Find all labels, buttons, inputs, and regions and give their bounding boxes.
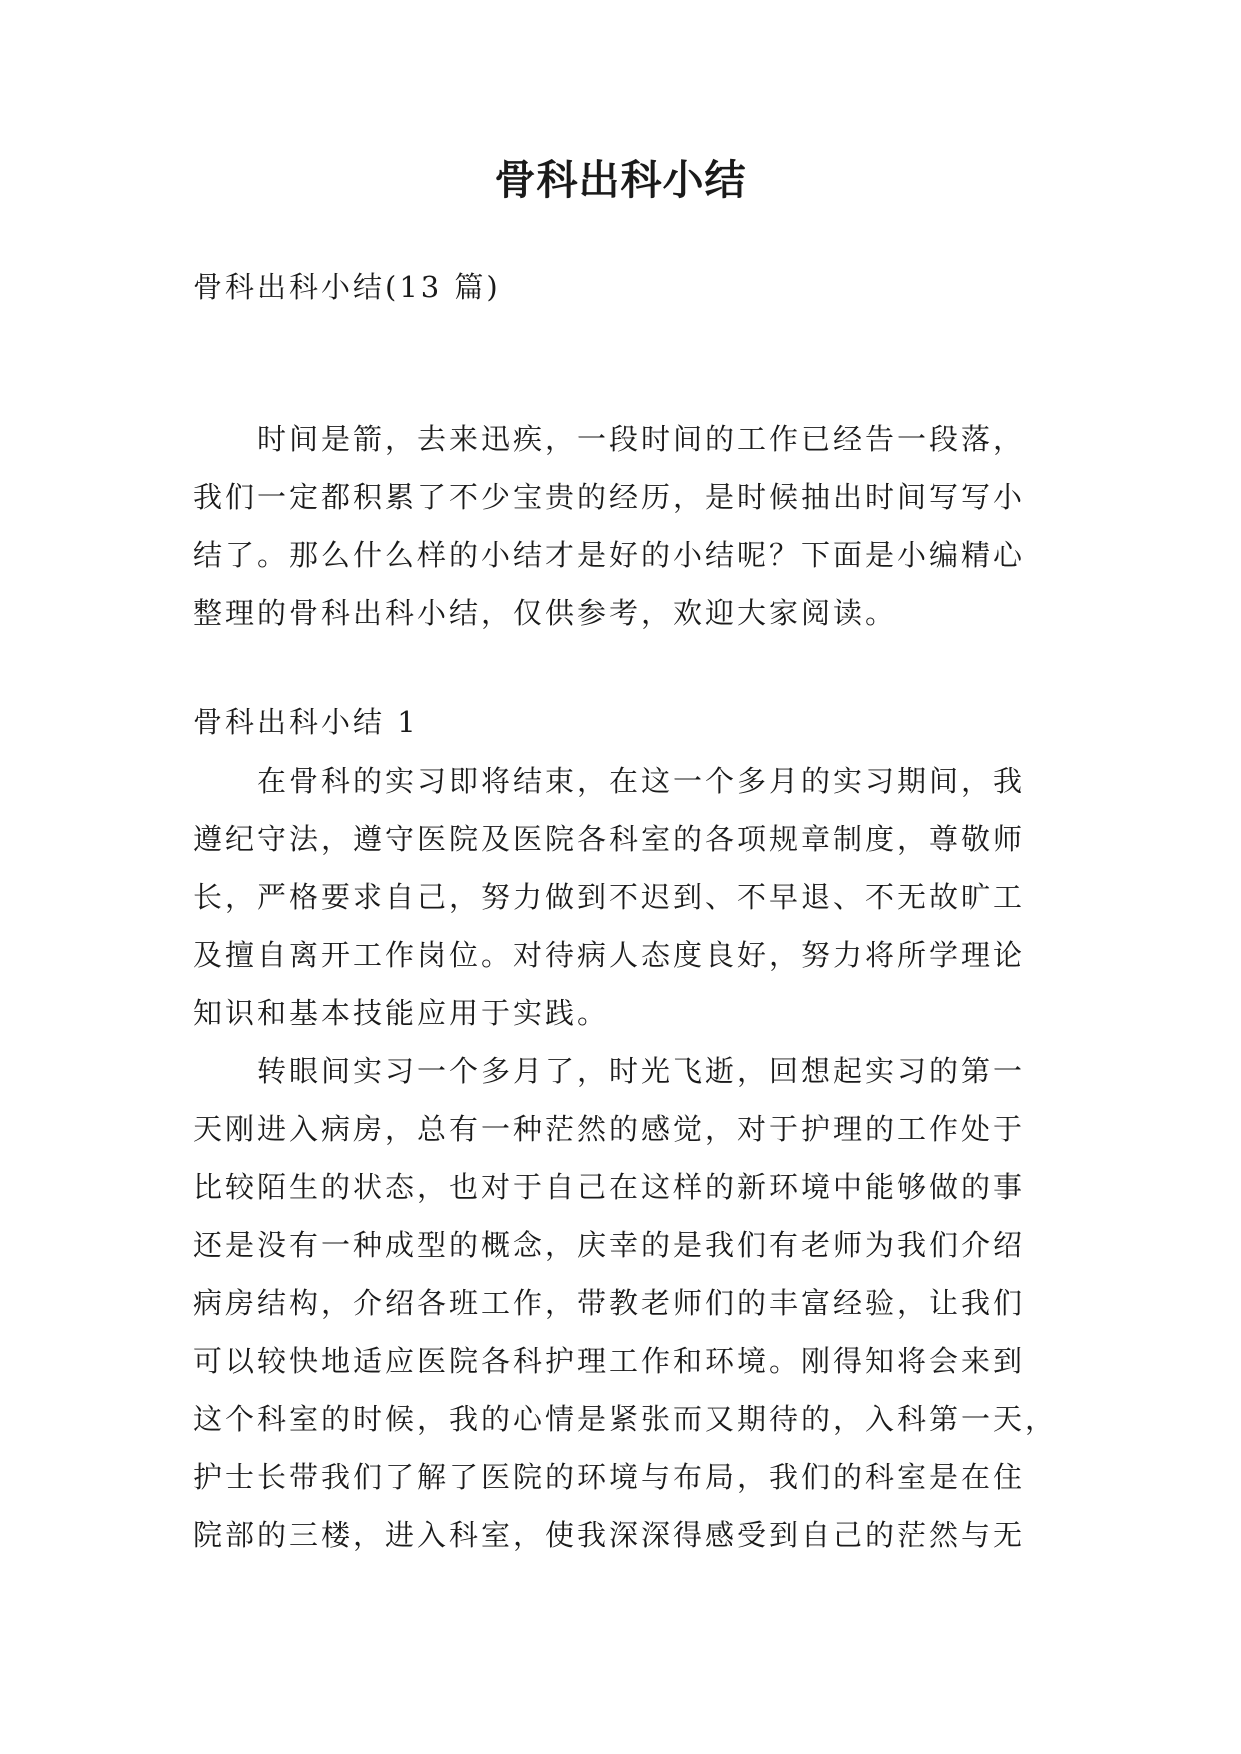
paragraph-line: 转眼间实习一个多月了，时光飞逝，回想起实习的第一 bbox=[257, 1054, 1026, 1088]
paragraph-line: 病房结构，介绍各班工作，带教老师们的丰富经验，让我们 bbox=[193, 1286, 1026, 1320]
document-subtitle: 骨科出科小结(13 篇) bbox=[193, 270, 501, 304]
paragraph-line: 还是没有一种成型的概念，庆幸的是我们有老师为我们介绍 bbox=[193, 1228, 1026, 1262]
paragraph-line: 在骨科的实习即将结束，在这一个多月的实习期间，我 bbox=[257, 764, 1026, 798]
intro-line: 时间是箭，去来迅疾，一段时间的工作已经告一段落， bbox=[257, 422, 1026, 456]
paragraph-line: 天刚进入病房，总有一种茫然的感觉，对于护理的工作处于 bbox=[193, 1112, 1026, 1146]
paragraph-line: 遵纪守法，遵守医院及医院各科室的各项规章制度，尊敬师 bbox=[193, 822, 1026, 856]
paragraph-line: 长，严格要求自己，努力做到不迟到、不早退、不无故旷工 bbox=[193, 880, 1026, 914]
paragraph-line: 这个科室的时候，我的心情是紧张而又期待的，入科第一天， bbox=[193, 1402, 1058, 1436]
section-body bbox=[193, 752, 1058, 1564]
paragraph-line: 比较陌生的状态，也对于自己在这样的新环境中能够做的事 bbox=[193, 1170, 1026, 1204]
intro-line: 整理的骨科出科小结，仅供参考，欢迎大家阅读。 bbox=[193, 596, 898, 630]
section-heading: 骨科出科小结 1 bbox=[193, 705, 419, 739]
intro-line: 结了。那么什么样的小结才是好的小结呢？下面是小编精心 bbox=[193, 538, 1026, 572]
paragraph-line: 知识和基本技能应用于实践。 bbox=[193, 996, 610, 1030]
intro-paragraph bbox=[193, 410, 1053, 642]
paragraph-line: 院部的三楼，进入科室，使我深深得感受到自己的茫然与无 bbox=[193, 1518, 1026, 1552]
intro-line: 我们一定都积累了不少宝贵的经历，是时候抽出时间写写小 bbox=[193, 480, 1026, 514]
paragraph-line: 及擅自离开工作岗位。对待病人态度良好，努力将所学理论 bbox=[193, 938, 1026, 972]
paragraph-line: 可以较快地适应医院各科护理工作和环境。刚得知将会来到 bbox=[193, 1344, 1026, 1378]
paragraph-line: 护士长带我们了解了医院的环境与布局，我们的科室是在住 bbox=[193, 1460, 1026, 1494]
document-title: 骨科出科小结 bbox=[494, 156, 747, 204]
